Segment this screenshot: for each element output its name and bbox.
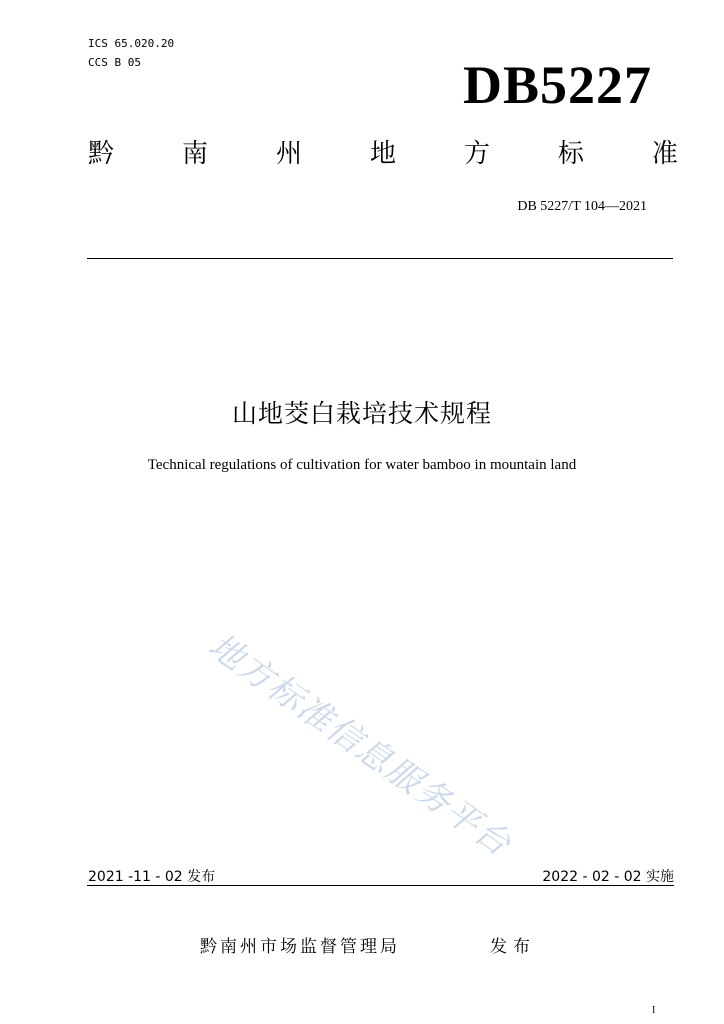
standard-code-logo: DB5227 — [462, 55, 652, 115]
ics-code: ICS 65.020.20 — [88, 37, 175, 50]
standard-type-char: 标 — [557, 139, 584, 169]
standard-type-char: 州 — [275, 139, 302, 169]
issued-label: 发布 — [490, 937, 536, 957]
header-divider — [87, 258, 673, 259]
standard-type-char: 南 — [181, 139, 208, 169]
ccs-code: CCS B 05 — [88, 56, 141, 69]
standard-type-char: 方 — [463, 139, 490, 169]
issue-date: 2021 -11 - 02 发布 — [88, 869, 216, 885]
standard-number: DB 5227/T 104—2021 — [517, 199, 647, 214]
implementation-date: 2022 - 02 - 02 实施 — [542, 869, 674, 885]
document-title-cn: 山地茭白栽培技术规程 — [231, 399, 492, 428]
document-title-en: Technical regulations of cultivation for water bamboo in mountain land — [147, 457, 577, 473]
standard-type-char: 准 — [651, 139, 678, 169]
page-number: I — [652, 1005, 656, 1016]
date-divider — [87, 885, 674, 886]
issuing-authority: 黔南州市场监督管理局 — [200, 937, 400, 957]
standard-type — [88, 141, 678, 167]
standard-type-char: 黔 — [88, 139, 115, 169]
standard-type-char: 地 — [369, 139, 396, 169]
watermark: 地方标准信息服务平台 — [201, 625, 519, 865]
